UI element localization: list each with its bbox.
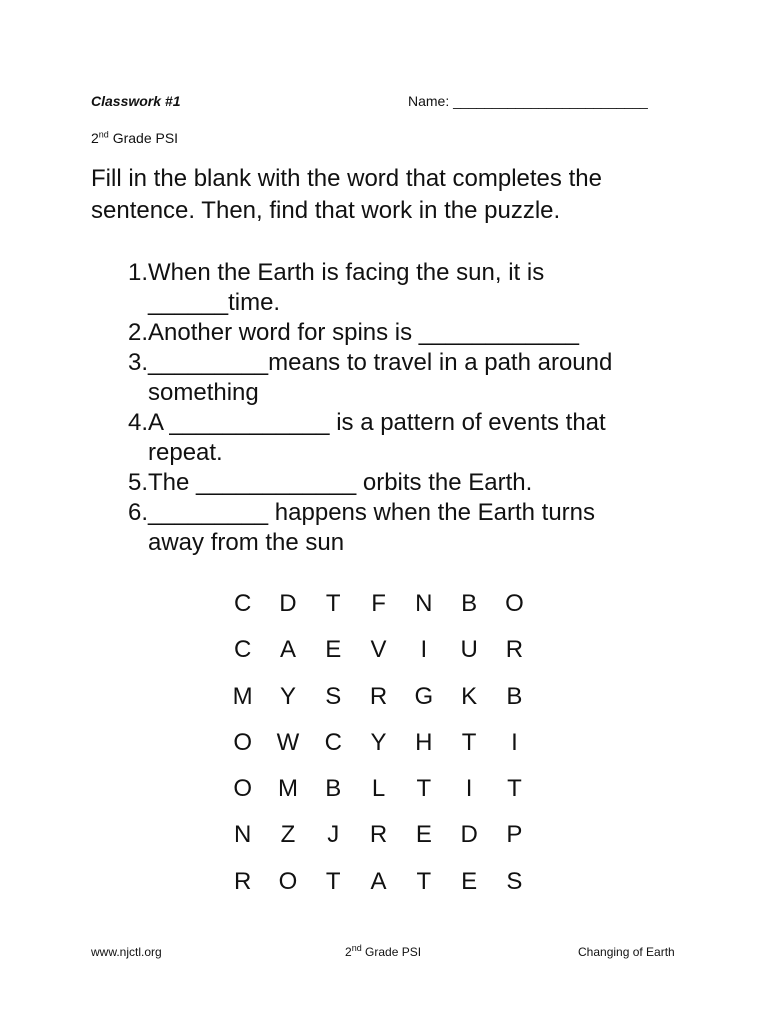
puzzle-letter: H — [415, 728, 433, 756]
puzzle-letter: S — [325, 682, 342, 710]
puzzle-letter: S — [506, 867, 523, 895]
question-number: 6. — [127, 499, 148, 526]
puzzle-letter: C — [233, 636, 252, 664]
question-number: 4. — [127, 409, 148, 436]
puzzle-letter: V — [370, 636, 387, 664]
puzzle-letter: C — [233, 590, 252, 617]
question-text — [148, 408, 691, 468]
puzzle-row — [220, 581, 540, 627]
puzzle-letter: R — [369, 821, 388, 849]
puzzle-row — [220, 720, 540, 766]
puzzle-letter: N — [415, 590, 433, 617]
question-number: 2. — [127, 319, 148, 346]
question-text — [148, 318, 691, 348]
puzzle-letter: Y — [370, 728, 387, 756]
puzzle-letter: T — [325, 867, 341, 895]
grade-label — [91, 130, 178, 146]
puzzle-letter: R — [233, 867, 252, 895]
word-search-grid — [220, 581, 540, 905]
question-number: 1. — [127, 259, 148, 286]
question-line: ______time. — [148, 289, 281, 316]
footer-grade-prefix: 2 — [345, 945, 352, 959]
classwork-title: Classwork #1 — [91, 93, 181, 109]
question-item — [91, 408, 691, 468]
question-item — [91, 498, 691, 558]
question-number: 3. — [127, 349, 148, 376]
puzzle-letter: T — [416, 867, 432, 895]
question-line: Another word for spins is ____________ — [148, 319, 579, 346]
puzzle-letter: D — [279, 590, 297, 617]
puzzle-letter: U — [460, 636, 478, 664]
grade-sup: nd — [98, 129, 109, 140]
puzzle-letter: B — [461, 590, 478, 617]
puzzle-letter: R — [505, 636, 524, 664]
footer-grade-suffix: Grade PSI — [361, 945, 422, 959]
puzzle-letter: N — [233, 821, 252, 849]
puzzle-row — [220, 674, 540, 720]
question-text — [148, 468, 691, 498]
puzzle-row — [220, 627, 540, 673]
puzzle-letter: T — [461, 728, 477, 756]
puzzle-letter: P — [506, 821, 523, 849]
puzzle-row — [220, 766, 540, 812]
question-text — [148, 348, 691, 408]
puzzle-letter: A — [370, 867, 387, 895]
puzzle-letter: L — [371, 775, 386, 803]
question-line: A ____________ is a pattern of events that — [148, 409, 606, 436]
puzzle-letter: J — [327, 821, 340, 849]
name-field-label: Name: _________________________ — [408, 93, 648, 109]
puzzle-letter: M — [232, 682, 253, 710]
puzzle-letter: D — [460, 821, 478, 849]
question-line: repeat. — [148, 439, 223, 466]
puzzle-letter: I — [465, 775, 473, 803]
question-list — [91, 258, 691, 558]
puzzle-letter: T — [507, 775, 522, 803]
question-line: _________means to travel in a path around — [148, 349, 613, 376]
footer-grade-sup: nd — [351, 943, 362, 953]
puzzle-letter: O — [233, 728, 252, 756]
footer-website: www.njctl.org — [91, 945, 162, 959]
question-item — [91, 468, 691, 498]
grade-suffix: Grade PSI — [108, 130, 179, 146]
puzzle-letter: I — [420, 636, 428, 664]
puzzle-letter: Z — [280, 821, 296, 849]
puzzle-letter: C — [324, 728, 342, 756]
puzzle-letter: F — [371, 590, 386, 617]
puzzle-letter: E — [415, 821, 432, 849]
puzzle-letter: E — [325, 636, 342, 664]
puzzle-row — [220, 812, 540, 858]
grade-prefix: 2 — [91, 130, 99, 146]
question-line: something — [148, 379, 259, 406]
puzzle-letter: O — [278, 867, 298, 895]
puzzle-letter: I — [511, 728, 518, 756]
puzzle-letter: E — [461, 867, 478, 895]
puzzle-letter: O — [505, 590, 524, 617]
puzzle-letter: T — [325, 590, 341, 617]
puzzle-letter: O — [233, 775, 252, 803]
question-line: The ____________ orbits the Earth. — [148, 469, 533, 496]
puzzle-letter: G — [414, 682, 434, 710]
footer-grade — [345, 945, 421, 959]
question-line: away from the sun — [148, 529, 345, 556]
puzzle-letter: K — [461, 682, 478, 710]
question-text — [148, 498, 691, 558]
instructions: Fill in the blank with the word that completes the sentence. Then, find that work in the puzzle. — [91, 165, 602, 224]
puzzle-letter: B — [506, 682, 523, 710]
question-line: _________ happens when the Earth turns — [148, 499, 596, 526]
question-line: When the Earth is facing the sun, it is — [148, 259, 545, 286]
puzzle-letter: B — [325, 775, 342, 803]
puzzle-letter: W — [276, 728, 300, 756]
puzzle-letter: T — [416, 775, 432, 803]
puzzle-letter: R — [369, 682, 388, 710]
question-number: 5. — [127, 469, 148, 496]
puzzle-row — [220, 859, 540, 905]
puzzle-letter: A — [279, 636, 296, 664]
question-item — [91, 318, 691, 348]
question-text — [148, 258, 691, 318]
question-item — [91, 348, 691, 408]
question-item — [91, 258, 691, 318]
puzzle-letter: Y — [279, 682, 296, 710]
puzzle-letter: M — [277, 775, 298, 803]
footer-unit: Changing of Earth — [578, 945, 675, 959]
